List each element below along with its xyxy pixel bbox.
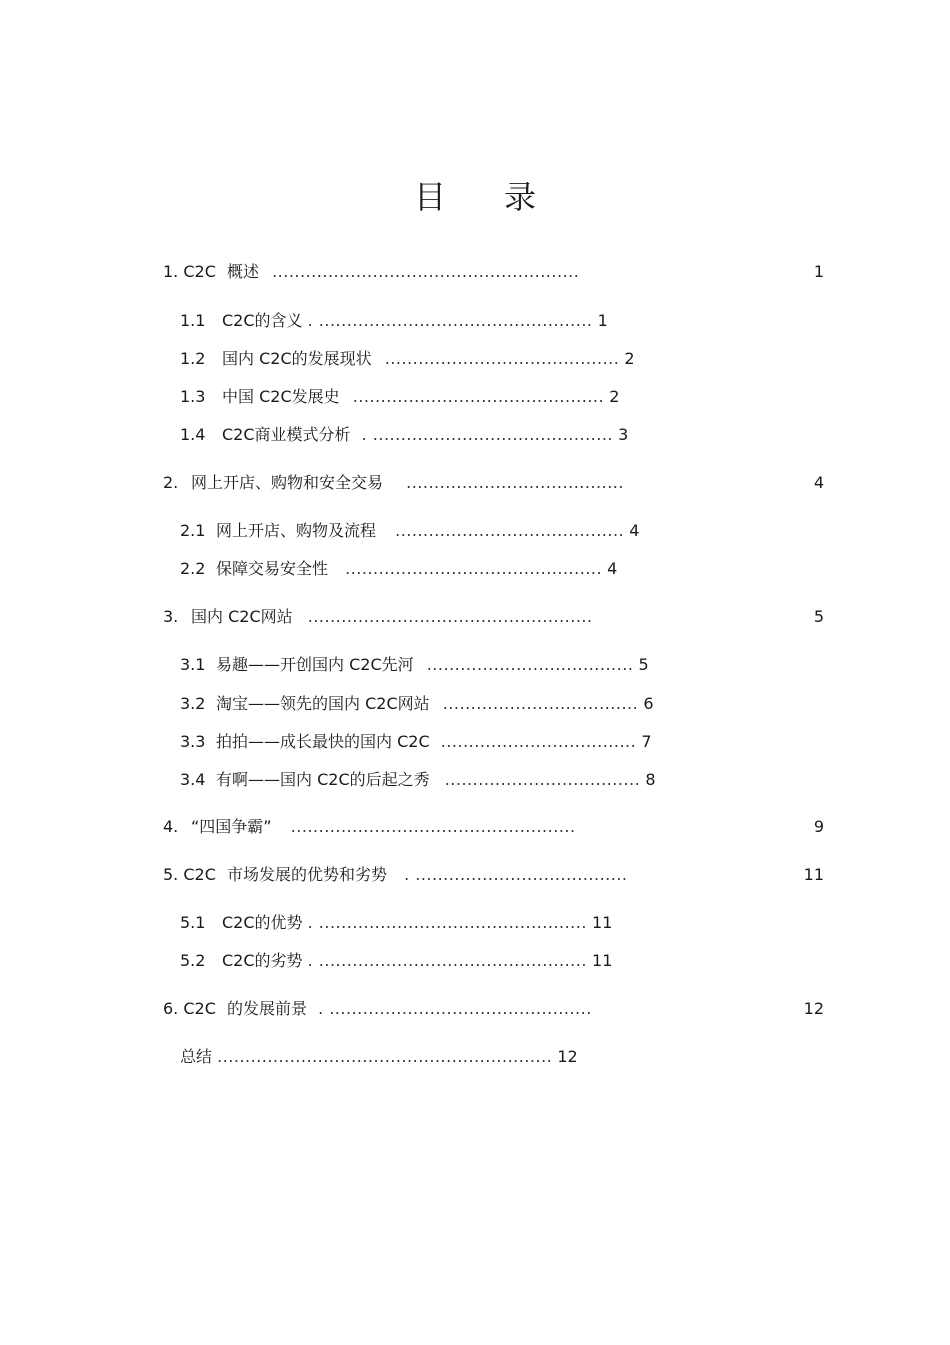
page-title bbox=[0, 172, 950, 218]
toc-entry-number: 1. C2C bbox=[163, 262, 216, 281]
toc-entry[interactable] bbox=[180, 655, 649, 675]
toc-entry-number: 2.2 bbox=[180, 559, 206, 578]
toc-leader-dots: . ................................................ bbox=[307, 913, 587, 932]
toc-entry[interactable] bbox=[180, 559, 617, 579]
toc-entry-number: 2.1 bbox=[180, 521, 206, 540]
toc-entry-number: 3.1 bbox=[180, 655, 206, 674]
toc-entry[interactable] bbox=[180, 387, 619, 407]
toc-entry[interactable] bbox=[180, 694, 654, 714]
toc-entry-page: 5 bbox=[813, 607, 824, 626]
toc-entry-label: 概述 bbox=[226, 262, 259, 281]
toc-entry-label: C2C的优势 bbox=[222, 913, 303, 932]
toc-entry-number: 1.1 bbox=[180, 311, 206, 330]
toc-entry-page: 12 bbox=[557, 1047, 578, 1066]
toc-leader-dots: ....................................................... bbox=[272, 262, 580, 281]
toc-entry-page: 11 bbox=[592, 951, 613, 970]
toc-entry-label: 的发展前景 bbox=[226, 999, 307, 1018]
toc-entry[interactable] bbox=[180, 1047, 578, 1067]
toc-entry-page: 5 bbox=[638, 655, 649, 674]
toc-entry-page: 6 bbox=[643, 694, 654, 713]
toc-entry-page: 12 bbox=[803, 999, 824, 1018]
toc-entry[interactable] bbox=[180, 770, 656, 790]
toc-entry-number: 5.1 bbox=[180, 913, 206, 932]
toc-entry-number: 6. C2C bbox=[163, 999, 216, 1018]
toc-entry[interactable] bbox=[163, 473, 624, 493]
toc-entry-number: 1.4 bbox=[180, 425, 206, 444]
toc-entry-label: 网上开店、购物及流程 bbox=[216, 521, 377, 540]
toc-entry-number: 1.3 bbox=[180, 387, 206, 406]
toc-entry-number: 3.2 bbox=[180, 694, 206, 713]
toc-leader-dots: ................................... bbox=[442, 694, 639, 713]
toc-leader-dots: . ...................................... bbox=[404, 865, 628, 884]
toc-leader-dots: ......................................... bbox=[395, 521, 625, 540]
toc-entry[interactable] bbox=[180, 425, 628, 445]
toc-entry-page: 7 bbox=[641, 732, 652, 751]
toc-leader-dots: ............................................................ bbox=[217, 1047, 553, 1066]
toc-entry-label: 保障交易安全性 bbox=[216, 559, 329, 578]
toc-entry[interactable] bbox=[180, 913, 612, 933]
toc-entry-label: C2C的劣势 bbox=[222, 951, 303, 970]
toc-entry[interactable] bbox=[180, 521, 639, 541]
toc-leader-dots: . ........................................... bbox=[361, 425, 613, 444]
toc-entry-label: C2C商业模式分析 bbox=[222, 425, 351, 444]
toc-entry-number: 5. C2C bbox=[163, 865, 216, 884]
toc-entry-page: 2 bbox=[609, 387, 620, 406]
toc-entry[interactable] bbox=[163, 865, 628, 885]
toc-entry-label: “四国争霸” bbox=[191, 817, 272, 836]
toc-entry-number: 4. bbox=[163, 817, 179, 836]
toc-entry-label: 市场发展的优势和劣势 bbox=[226, 865, 387, 884]
toc-entry-page: 1 bbox=[597, 311, 608, 330]
toc-entry-page: 4 bbox=[629, 521, 640, 540]
toc-leader-dots: . ................................................ bbox=[307, 951, 587, 970]
toc-entry-label: 淘宝——领先的国内 C2C网站 bbox=[216, 694, 430, 713]
toc-entry-label: 国内 C2C的发展现状 bbox=[222, 349, 372, 368]
toc-entry[interactable] bbox=[180, 951, 612, 971]
toc-entry[interactable] bbox=[163, 607, 593, 627]
toc-entry[interactable] bbox=[180, 349, 635, 369]
toc-entry-label: 网上开店、购物和安全交易 bbox=[191, 473, 384, 492]
toc-entry-page: 2 bbox=[624, 349, 635, 368]
toc-leader-dots: ................................................... bbox=[290, 817, 576, 836]
toc-entry-page: 3 bbox=[618, 425, 629, 444]
toc-leader-dots: ................................... bbox=[440, 732, 637, 751]
toc-entry-page: 1 bbox=[813, 262, 824, 281]
toc-entry-page: 4 bbox=[607, 559, 618, 578]
toc-entry-label: 拍拍——成长最快的国内 C2C bbox=[216, 732, 430, 751]
toc-leader-dots: .............................................. bbox=[345, 559, 603, 578]
toc-entry-page: 8 bbox=[645, 770, 656, 789]
toc-entry[interactable] bbox=[163, 817, 576, 837]
toc-leader-dots: . ................................................. bbox=[307, 311, 593, 330]
title-char-1: 目 bbox=[413, 178, 446, 216]
toc-leader-dots: ....................................... bbox=[406, 473, 624, 492]
toc-entry[interactable] bbox=[180, 732, 652, 752]
toc-leader-dots: ................................................... bbox=[307, 607, 593, 626]
toc-entry-label: 有啊——国内 C2C的后起之秀 bbox=[216, 770, 430, 789]
toc-entry[interactable] bbox=[163, 262, 579, 282]
toc-leader-dots: .......................................... bbox=[384, 349, 620, 368]
toc-entry-page: 4 bbox=[813, 473, 824, 492]
title-char-2: 录 bbox=[504, 178, 537, 216]
toc-entry-label: 易趣——开创国内 C2C先河 bbox=[216, 655, 414, 674]
toc-leader-dots: . ............................................... bbox=[318, 999, 592, 1018]
toc-entry-number: 2. bbox=[163, 473, 179, 492]
toc-entry[interactable] bbox=[180, 311, 608, 331]
toc-entry-number: 5.2 bbox=[180, 951, 206, 970]
toc-entry[interactable] bbox=[163, 999, 592, 1019]
toc-entry-label: 国内 C2C网站 bbox=[191, 607, 293, 626]
toc-leader-dots: ................................... bbox=[444, 770, 641, 789]
toc-leader-dots: ..................................... bbox=[426, 655, 634, 674]
toc-entry-number: 3. bbox=[163, 607, 179, 626]
toc-entry-label: C2C的含义 bbox=[222, 311, 303, 330]
toc-entry-number: 1.2 bbox=[180, 349, 206, 368]
toc-entry-number: 3.3 bbox=[180, 732, 206, 751]
toc-leader-dots: ............................................. bbox=[352, 387, 605, 406]
toc-entry-page: 9 bbox=[813, 817, 824, 836]
toc-entry-label: 总结 bbox=[180, 1047, 213, 1066]
toc-entry-page: 11 bbox=[592, 913, 613, 932]
toc-entry-page: 11 bbox=[803, 865, 824, 884]
toc-entry-label: 中国 C2C发展史 bbox=[222, 387, 340, 406]
toc-entry-number: 3.4 bbox=[180, 770, 206, 789]
